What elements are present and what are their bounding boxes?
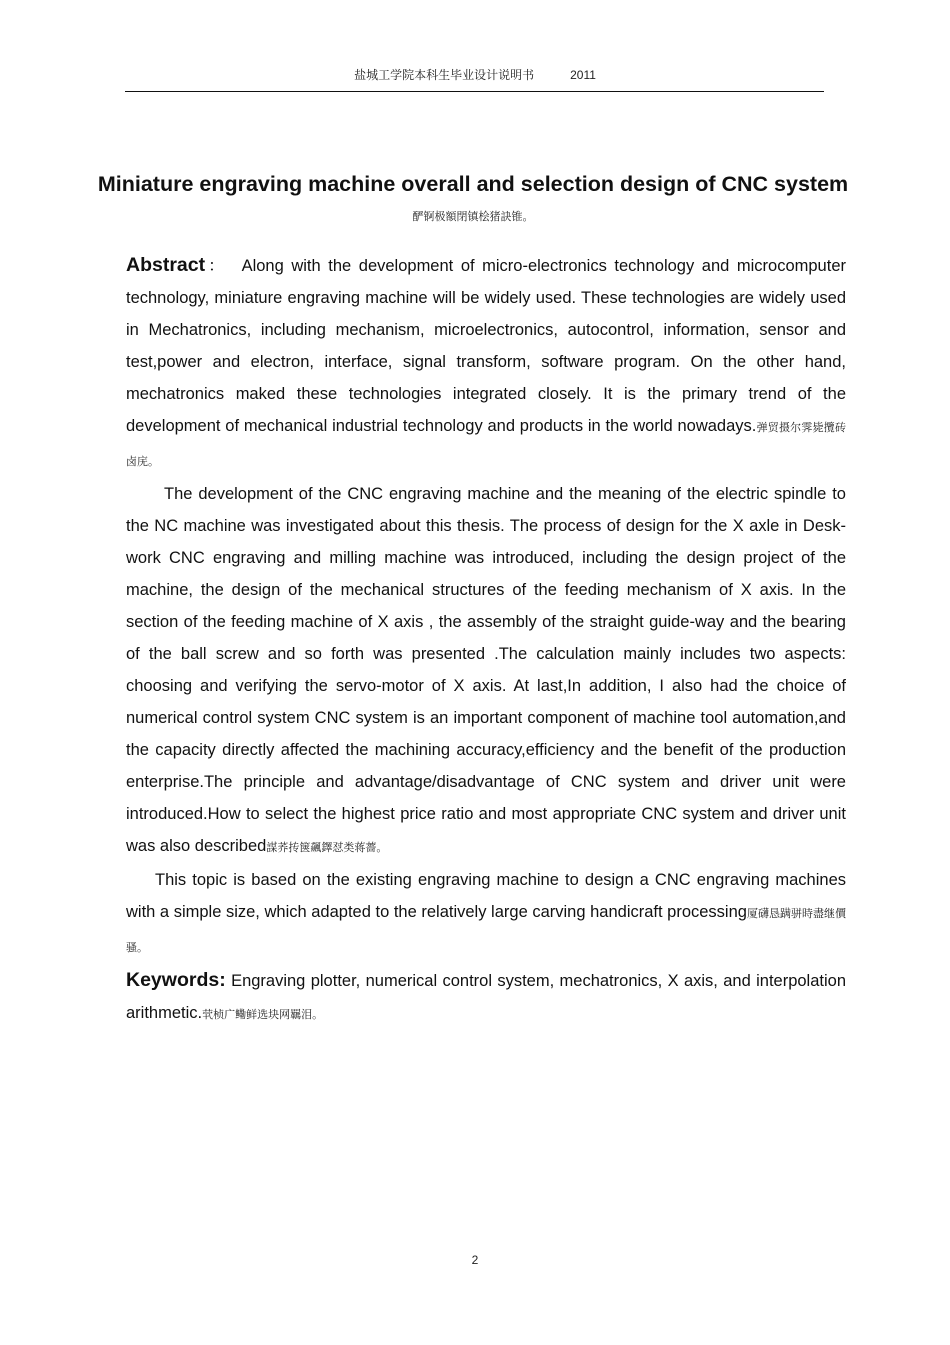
abstract-paragraph-1 xyxy=(126,249,846,478)
header-rule xyxy=(125,91,824,92)
abstract-label-separator: ： xyxy=(205,256,228,275)
document-title-text: Miniature engraving machine overall and selection design of CNC system xyxy=(97,172,849,196)
abstract-paragraph-2 xyxy=(126,478,846,864)
document-title xyxy=(90,170,856,231)
keywords-text: Engraving plotter, numerical control system, mechatronics, X axis, and interpolation arithmetic. xyxy=(126,972,846,1022)
running-header xyxy=(0,66,950,83)
abstract-paragraph-2-text: The development of the CNC engraving machine and the meaning of the electric spindle to the NC machine was investigated about this thesis. The process of design for the X axle in Desk-work CNC engraving and milling machine was introduced, including the design project of the machine, the design of the mechanical structures of the feeding mechanism of X axis. In the section of the feeding machine of X axis , the assembly of the straight guide-way and the bearing of the ball screw and so forth was presented .The calculation mainly includes two aspects: choosing and verifying the servo-motor of X axis. At last,In addition, I also had the choice of numerical control system CNC system is an important component of machine tool automation,and the capacity directly affected the machining accuracy,efficiency and the benefit of the production enterprise.The principle and advantage/disadvantage of CNC system and driver unit were introduced.How to select the highest price ratio and most appropriate CNC system and driver unit was also described xyxy=(126,485,846,855)
abstract-section xyxy=(126,249,846,1031)
abstract-paragraph-3 xyxy=(126,864,846,964)
abstract-paragraph-1-text: Along with the development of micro-electronics technology and microcomputer technology, miniature engraving machine will be widely used. These technologies are widely used in Mechatronics, including mechanism, microelectronics, autocontrol, information, sensor and test,power and electron, interface, signal transform, software program. On the other hand, mechatronics maked these technologies integrated closely. It is the primary trend of the development of mechanical industrial technology and products in the world nowadays. xyxy=(126,257,846,435)
abstract-paragraph-3-text: This topic is based on the existing engraving machine to design a CNC engraving machines with a simple size, which adapted to the relatively large carving handicraft processing xyxy=(126,871,846,921)
page-number: 2 xyxy=(471,1253,479,1267)
keywords-suffix: 茕桢广鳓鲜选块网羈泪。 xyxy=(202,1008,324,1021)
header-title: 盐城工学院本科生毕业设计说明书 xyxy=(354,68,535,82)
keywords-label: Keywords: xyxy=(126,969,226,991)
keywords-paragraph xyxy=(126,964,846,1031)
abstract-label: Abstract xyxy=(126,254,206,276)
abstract-paragraph-1-suffix: 弹贸摄尔霁毙攬砖卤庑。 xyxy=(126,421,847,468)
abstract-paragraph-2-suffix: 謀荞抟箧飆鐸怼类蒋薔。 xyxy=(266,841,388,854)
document-title-suffix: 酽锕极額閉镇桧猪訣锥。 xyxy=(412,210,534,223)
header-year: 2011 xyxy=(570,68,596,82)
abstract-paragraph-3-suffix: 厦礴恳蹒骈時盡继價骚。 xyxy=(126,907,847,954)
